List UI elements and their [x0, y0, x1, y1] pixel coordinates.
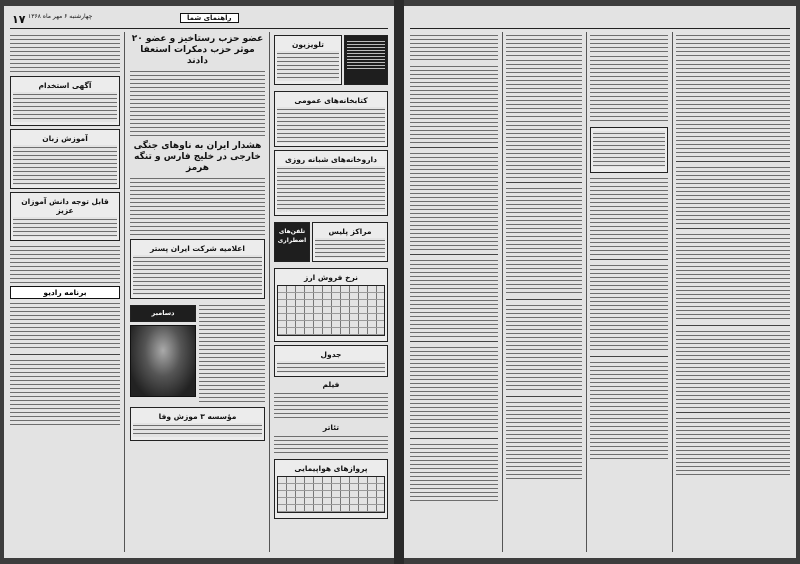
page-gutter [394, 0, 404, 564]
radio-banner: برنامه رادیو [10, 286, 120, 299]
right-page-header [410, 12, 790, 29]
portrait-photo [130, 325, 196, 397]
left-page [4, 6, 394, 558]
phones-title: تلفن‌های اضطراری [277, 228, 307, 244]
flights-table [274, 459, 388, 519]
right-col-4 [676, 32, 790, 552]
library-title: کتابخانه‌های عمومی [294, 96, 368, 105]
headline-resignation: ۲۰ عضو حزب رستاخیز و عضو موثر حزب دمکرات استعفا دادند [131, 34, 264, 66]
flights-title: پروازهای هواپیمایی [294, 464, 368, 473]
headline-warning: هشدار ایران به ناوهای جنگی خارجی در خلیج فارس و تنگه هرمز [133, 141, 262, 173]
page-number: ۱۷ [12, 13, 26, 26]
right-col-2 [506, 32, 582, 552]
right-page [404, 6, 796, 558]
theatre-title: تئاتر [322, 423, 340, 432]
left-column-ads [10, 32, 120, 552]
section-label: راهنمای شما [180, 13, 239, 23]
pharmacy-title: داروخانه‌های شبانه روزی [285, 155, 377, 164]
crossword-title: جدول [320, 350, 342, 359]
language-ad-title: آموزش زبان [42, 134, 88, 143]
institute-ad [130, 407, 265, 441]
students-ad-title: قابل توجه دانش آموزان عزیز [21, 197, 109, 215]
announcement-box [130, 239, 265, 299]
left-middle-column: ۲۰ عضو حزب رستاخیز و عضو موثر حزب دمکرات استعفا دادند هشدار ایران به ناوهای جنگی خارجی در خلیج فارس و تنگه هرمز اعلامیه شرکت ایران پستر دسامبر مؤسسه ۳ موزش وفا [130, 32, 265, 552]
left-right-column [274, 32, 388, 552]
job-ad-title: آگهی استخدام [38, 81, 92, 90]
tv-title: تلویزیون [292, 40, 324, 49]
students-ad [10, 192, 120, 241]
currency-title: نرخ فروش ارز [304, 273, 358, 282]
film-title: فیلم [322, 380, 340, 389]
announcement-title: اعلامیه شرکت ایران پستر [149, 244, 246, 253]
institute-title: مؤسسه ۳ موزش وفا [158, 412, 237, 421]
crossword-box [274, 345, 388, 377]
job-ad [10, 76, 120, 126]
police-title: مراکز پلیس [328, 227, 372, 236]
right-col-1 [410, 32, 498, 552]
left-page-header [10, 12, 388, 29]
language-ad [10, 129, 120, 189]
right-col-3 [590, 32, 668, 552]
issue-date: چهارشنبه ۶ مهر ماه ۱۳۶۸ [28, 13, 93, 20]
